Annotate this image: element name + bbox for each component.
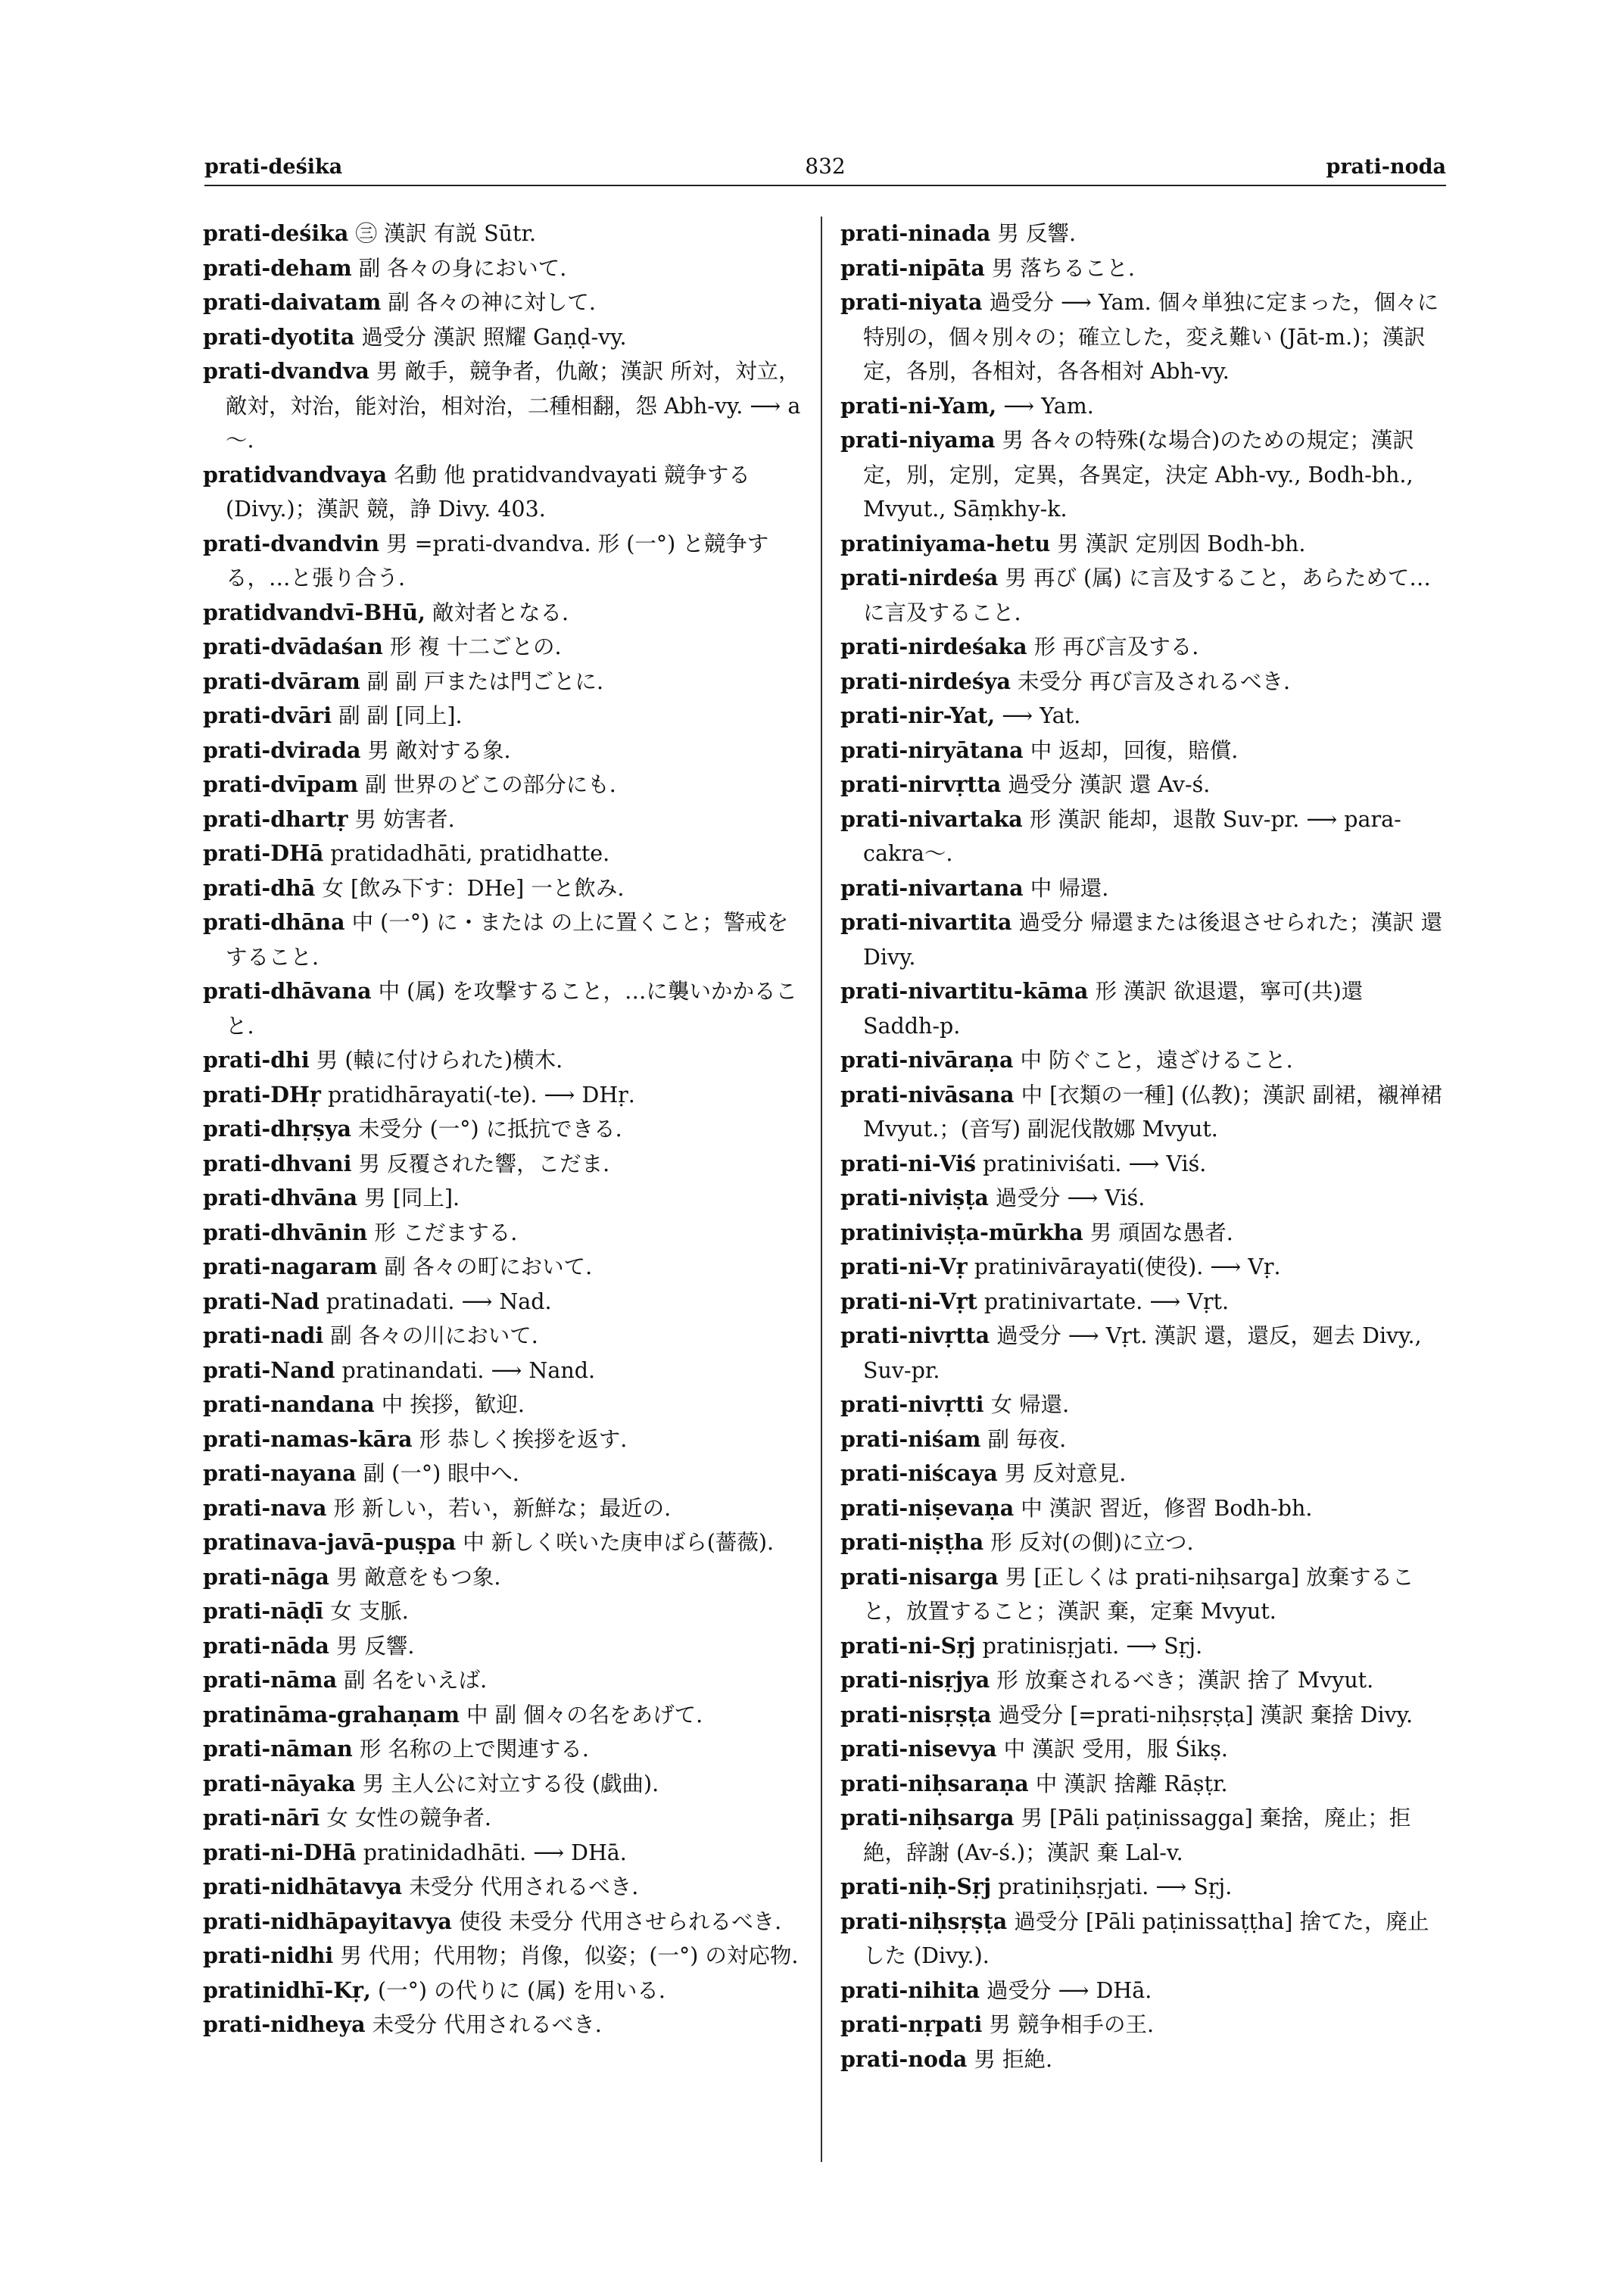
entry-definition: pratinidadhāti. ⟶ DHā. [363, 1840, 627, 1865]
dictionary-entry [203, 665, 809, 699]
entry-headword: prati-nirvṛtta [840, 771, 1002, 797]
dictionary-entry [203, 1181, 809, 1216]
dictionary-entry [840, 1285, 1446, 1319]
entry-headword: prati-nidhātavya [203, 1874, 403, 1899]
dictionary-entry [203, 905, 809, 974]
dictionary-entry [840, 665, 1446, 699]
dictionary-entry [203, 285, 809, 320]
dictionary-entry [203, 527, 809, 596]
entry-definition: 副 副 戸または門ごとに. [366, 668, 604, 694]
dictionary-entry [203, 1732, 809, 1767]
dictionary-entry [203, 1767, 809, 1802]
entry-definition: 過受分 ⟶ Yam. 個々単独に定まった，個々に特別の，個々別々の；確立した，変え難い (Jāt-m.)；漢訳 定，各別，各相対，各各相対 Abh-vy. [863, 290, 1439, 384]
dictionary-entry [840, 2042, 1446, 2077]
entry-definition: 副 各々の神に対して. [388, 290, 596, 315]
entry-headword: prati-niyata [840, 289, 983, 315]
entry-headword: prati-nihita [840, 1977, 980, 2003]
entry-headword: prati-nāman [203, 1736, 353, 1762]
entry-headword: prati-daivatam [203, 289, 382, 315]
entry-definition: 女 支脈. [330, 1599, 409, 1624]
entry-headword: prati-DHā [203, 840, 324, 866]
entry-definition: 過受分 帰還または後退させられた；漢訳 還 Divy. [863, 910, 1443, 970]
entry-definition: 男 頑固な愚者. [1089, 1220, 1233, 1245]
entry-definition: 男 敵意をもつ象. [335, 1564, 501, 1590]
dictionary-entry [840, 1732, 1446, 1767]
entry-headword: prati-nāma [203, 1667, 338, 1693]
dictionary-entry [840, 217, 1446, 251]
entry-definition: 過受分 漢訳 還 Av-ś. [1008, 772, 1211, 797]
entry-headword: prati-ni-Sṛj [840, 1632, 976, 1659]
dictionary-entry [840, 1388, 1446, 1422]
dictionary-entry [840, 1491, 1446, 1526]
entry-headword: prati-ninada [840, 220, 991, 246]
entry-headword: prati-dhi [203, 1047, 310, 1073]
dictionary-entry [203, 596, 809, 631]
entry-definition: ㊂ 漢訳 有説 Sūtr. [355, 221, 537, 246]
entry-definition: 中 新しく咲いた庚申ばら(薔薇). [463, 1530, 775, 1555]
entry-definition: 中 帰還. [1030, 875, 1109, 901]
dictionary-entry [203, 1974, 809, 2008]
dictionary-entry [840, 974, 1446, 1043]
dictionary-entry [840, 1801, 1446, 1870]
entry-definition: pratinadati. ⟶ Nad. [326, 1288, 552, 1314]
entry-headword: prati-nivṛtta [840, 1323, 990, 1348]
entry-definition: (一°) の代りに (属) を用いる. [378, 1977, 665, 2003]
entry-definition: 男 =prati-dvandva. 形 (一°) と競争する，…と張り合う. [226, 531, 769, 590]
dictionary-entry [840, 630, 1446, 665]
dictionary-entry [203, 217, 809, 251]
entry-definition: 副 (一°) 眼中へ. [363, 1461, 519, 1486]
running-head-left: prati-deśika [204, 155, 343, 179]
dictionary-entry [203, 1836, 809, 1871]
entry-definition: 未受分 (一°) に抵抗できる. [358, 1117, 622, 1142]
entry-definition: pratiniviśati. ⟶ Viś. [983, 1151, 1207, 1176]
entry-headword: prati-niḥsṛṣṭa [840, 1908, 1008, 1934]
entry-headword: prati-dhāna [203, 909, 345, 935]
entry-headword: prati-ni-Yam, [840, 392, 997, 419]
entry-definition: 男 敵手，競争者，仇敵；漢訳 所対，対立，敵対，対治，能対治，相対治，二種相翻，怨 Abh-vy. ⟶ a～. [226, 359, 801, 453]
entry-definition: 男 妨害者. [354, 806, 455, 832]
entry-headword: prati-Nad [203, 1288, 320, 1314]
entry-definition: pratidadhāti, pratidhatte. [330, 841, 610, 866]
dictionary-entry [203, 1422, 809, 1457]
dictionary-entry [840, 1525, 1446, 1560]
entry-headword: prati-nirdeśya [840, 668, 1011, 694]
entry-headword: prati-nandana [203, 1391, 375, 1417]
entry-definition: 男 漢訳 定別因 Bodh-bh. [1057, 531, 1306, 556]
entry-headword: pratidvandvaya [203, 461, 388, 488]
entry-headword: prati-ni-Vṛ [840, 1254, 968, 1279]
dictionary-entry [203, 837, 809, 871]
dictionary-entry [840, 802, 1446, 871]
dictionary-entry [840, 1629, 1446, 1664]
dictionary-entry [840, 699, 1446, 734]
dictionary-entry [840, 905, 1446, 974]
entry-headword: prati-DHṛ [203, 1081, 321, 1108]
dictionary-entry [203, 251, 809, 286]
entry-headword: prati-nisarga [840, 1563, 999, 1590]
dictionary-entry [840, 1767, 1446, 1802]
dictionary-entry [840, 1216, 1446, 1251]
dictionary-entry [203, 974, 809, 1043]
entry-definition: 男 落ちること. [991, 255, 1135, 281]
dictionary-entry [203, 1319, 809, 1354]
entry-headword: pratinava-javā-puṣpa [203, 1529, 457, 1555]
dictionary-entry [203, 1905, 809, 1939]
entry-headword: prati-nārī [203, 1805, 320, 1830]
entry-headword: prati-niḥ-Sṛj [840, 1874, 992, 1899]
entry-headword: prati-nir-Yat, [840, 703, 996, 728]
entry-headword: prati-ni-DHā [203, 1839, 357, 1865]
entry-headword: prati-deham [203, 254, 352, 281]
entry-definition: 男 各々の特殊(な場合)のための規定；漢訳 定，別，定別，定異，各異定，決定 Abh-vy., Bodh-bh., Mvyut., Sāṃkhy-k. [863, 428, 1414, 522]
header-rule [204, 185, 1446, 186]
dictionary-entry [840, 561, 1446, 630]
entry-headword: prati-dhā [203, 874, 316, 901]
dictionary-entry [840, 423, 1446, 527]
entry-headword: prati-nagaram [203, 1254, 378, 1279]
dictionary-entry [203, 320, 809, 355]
dictionary-entry [840, 1147, 1446, 1182]
entry-definition: 過受分 ⟶ Vṛt. 漢訳 還，還反，廻去 Divy., Suv-pr. [863, 1323, 1422, 1383]
entry-definition: 形 複 十二ごとの. [389, 634, 562, 659]
entry-definition: 副 各々の身において. [358, 255, 567, 281]
dictionary-entry [203, 354, 809, 458]
entry-headword: prati-dvirada [203, 737, 361, 763]
entry-headword: pratiniviṣṭa-mūrkha [840, 1219, 1083, 1245]
entry-definition: 未受分 代用されるべき. [409, 1874, 639, 1899]
dictionary-entry [203, 1078, 809, 1113]
entry-definition: 女 女性の競争者. [326, 1805, 491, 1830]
entry-headword: prati-nidheya [203, 2011, 366, 2037]
entry-headword: prati-dvīpam [203, 771, 359, 797]
dictionary-entry [203, 1698, 809, 1733]
entry-headword: prati-dvandvin [203, 530, 379, 556]
dictionary-entry [203, 1388, 809, 1422]
dictionary-entry [840, 1456, 1446, 1491]
entry-headword: prati-nisṛṣṭa [840, 1701, 992, 1728]
entry-definition: 中 (一°) に・または の上に置くこと；警戒をすること. [226, 910, 789, 970]
entry-definition: 形 こだまする. [374, 1220, 518, 1245]
entry-headword: prati-nāga [203, 1563, 329, 1590]
entry-definition: 過受分 ⟶ Viś. [995, 1185, 1146, 1210]
dictionary-entry [840, 1905, 1446, 1974]
entry-headword: prati-niṣṭha [840, 1529, 984, 1555]
entry-definition: 未受分 代用されるべき. [372, 2012, 602, 2037]
entry-headword: prati-nirdeśaka [840, 634, 1027, 659]
entry-headword: prati-dhāvana [203, 978, 372, 1004]
entry-headword: prati-dhartṛ [203, 805, 348, 832]
entry-definition: 中 防ぐこと，遠ざけること. [1020, 1048, 1293, 1073]
entry-definition: 男 反響. [335, 1633, 415, 1659]
entry-definition: 中 副 個々の名をあげて. [466, 1702, 703, 1728]
dictionary-entry [203, 1456, 809, 1491]
entry-headword: prati-dhvani [203, 1150, 352, 1176]
dictionary-entry [203, 871, 809, 906]
entry-definition: ⟶ Yat. [1002, 703, 1081, 728]
dictionary-entry [203, 1663, 809, 1698]
entry-definition: 敵対者となる. [432, 600, 569, 625]
entry-headword: pratinidhī-Kṛ, [203, 1977, 371, 2003]
entry-definition: 副 各々の川において. [330, 1323, 538, 1348]
dictionary-entry [203, 1354, 809, 1388]
entry-definition: 未受分 再び言及されるべき. [1018, 668, 1291, 694]
entry-definition: 中 漢訳 習近，修習 Bodh-bh. [1021, 1495, 1313, 1521]
dictionary-entry [840, 768, 1446, 802]
entry-headword: prati-nivartaka [840, 805, 1023, 832]
entry-definition: 名動 他 pratidvandvayati 競争する (Divy.)；漢訳 競，諍 Divy. 403. [226, 462, 750, 522]
entry-headword: prati-nipāta [840, 254, 985, 281]
dictionary-entry [840, 1422, 1446, 1457]
entry-definition: 男 主人公に対立する役 (戯曲). [362, 1771, 659, 1796]
dictionary-entry [840, 1974, 1446, 2008]
entry-definition: ⟶ Yam. [1003, 393, 1094, 419]
dictionary-entry [203, 1285, 809, 1319]
dictionary-entry [840, 2008, 1446, 2042]
entry-headword: prati-nivartana [840, 874, 1024, 901]
entry-definition: 形 名称の上で関連する. [359, 1737, 589, 1762]
entry-definition: pratinivartate. ⟶ Vṛt. [983, 1288, 1230, 1314]
right-column [840, 217, 1446, 2076]
entry-headword: prati-deśika [203, 220, 349, 246]
dictionary-entry [840, 389, 1446, 424]
entry-headword: pratināma-grahaṇam [203, 1701, 460, 1728]
entry-definition: 形 放棄されるべき；漢訳 捨了 Mvyut. [996, 1668, 1374, 1693]
entry-definition: 副 世界のどこの部分にも. [365, 772, 616, 797]
dictionary-entry [203, 1043, 809, 1078]
entry-headword: prati-nadi [203, 1323, 324, 1348]
entry-definition: 男 [同上]. [364, 1185, 460, 1210]
entry-definition: 女 帰還. [990, 1392, 1070, 1417]
dictionary-entry [203, 802, 809, 837]
entry-headword: prati-nidhi [203, 1943, 334, 1968]
dictionary-entry [840, 527, 1446, 562]
entry-definition: 男 (轅に付けられた)横木. [316, 1048, 563, 1073]
entry-headword: prati-nisevya [840, 1736, 997, 1762]
entry-definition: 過受分 漢訳 照耀 Gaṇḍ-vy. [361, 324, 627, 350]
entry-headword: prati-dhṛṣya [203, 1116, 351, 1142]
entry-headword: prati-dhvāna [203, 1185, 358, 1210]
entry-headword: prati-nivāsana [840, 1081, 1015, 1108]
dictionary-entry [840, 285, 1446, 389]
entry-headword: prati-niryātana [840, 737, 1024, 763]
entry-headword: prati-dvāram [203, 668, 360, 694]
entry-headword: prati-nāda [203, 1632, 329, 1659]
dictionary-entry [840, 734, 1446, 768]
entry-headword: prati-ni-Viś [840, 1150, 977, 1176]
entry-definition: 中 漢訳 受用，服 Śikṣ. [1003, 1737, 1228, 1762]
entry-headword: prati-dyotita [203, 323, 355, 350]
entry-definition: 男 [Pāli paṭinissagga] 棄捨，廃止；拒絶，辞謝 (Av-ś.)；漢訳 棄 Lal-v. [863, 1805, 1411, 1865]
entry-headword: prati-niviṣṭa [840, 1185, 989, 1210]
entry-definition: 使役 未受分 代用させられるべき. [458, 1908, 782, 1934]
entry-headword: prati-nṛpati [840, 2011, 983, 2037]
entry-headword: prati-nidhāpayitavya [203, 1908, 452, 1934]
entry-definition: 中 返却，回復，賠償. [1030, 737, 1239, 763]
dictionary-entry [203, 734, 809, 768]
dictionary-entry [840, 1698, 1446, 1733]
dictionary-entry [840, 1560, 1446, 1629]
dictionary-entry [840, 1043, 1446, 1078]
dictionary-entry [203, 1216, 809, 1251]
entry-headword: prati-nisṛjya [840, 1667, 990, 1693]
dictionary-entry [203, 699, 809, 734]
entry-definition: 男 [正しくは prati-niḥsarga] 放棄すること，放置すること；漢訳 棄，定棄 Mvyut. [863, 1564, 1414, 1624]
entry-headword: prati-nāyaka [203, 1770, 356, 1796]
entry-definition: 男 敵対する象. [367, 737, 511, 763]
entry-definition: pratinandati. ⟶ Nand. [341, 1357, 596, 1383]
entry-headword: prati-ni-Vṛt [840, 1288, 977, 1314]
entry-headword: prati-dvādaśan [203, 634, 383, 659]
entry-definition: 中 挨拶，歓迎. [381, 1392, 525, 1417]
entry-headword: prati-dvandva [203, 358, 369, 384]
dictionary-entry [203, 1491, 809, 1526]
left-column [203, 217, 809, 2042]
dictionary-entry [203, 1525, 809, 1560]
dictionary-entry [203, 1560, 809, 1595]
entry-headword: prati-nayana [203, 1460, 357, 1486]
dictionary-entry [840, 1181, 1446, 1216]
dictionary-entry [203, 768, 809, 802]
entry-definition: 形 恭しく挨拶を返す. [419, 1426, 628, 1452]
column-divider [821, 217, 822, 2162]
entry-headword: prati-nivāraṇa [840, 1047, 1014, 1073]
dictionary-entry [203, 1112, 809, 1147]
entry-headword: prati-dvāri [203, 703, 332, 728]
entry-definition: pratinisṛjati. ⟶ Sṛj. [982, 1633, 1203, 1659]
entry-headword: prati-niśam [840, 1425, 981, 1452]
entry-definition: 形 再び言及する. [1033, 634, 1199, 659]
dictionary-entry [840, 1663, 1446, 1698]
entry-definition: pratidhārayati(-te). ⟶ DHṛ. [327, 1082, 635, 1108]
dictionary-entry [203, 1629, 809, 1664]
entry-definition: 女 [飲み下す：DHe] 一と飲み. [322, 875, 625, 901]
entry-headword: prati-nivartita [840, 909, 1012, 935]
entry-definition: 男 反対意見. [1004, 1461, 1127, 1486]
entry-headword: prati-niḥsarga [840, 1805, 1015, 1830]
entry-headword: prati-nivartitu-kāma [840, 978, 1089, 1004]
entry-definition: 男 競争相手の王. [989, 2012, 1155, 2037]
dictionary-entry [840, 1250, 1446, 1285]
entry-headword: prati-niyama [840, 427, 996, 453]
entry-definition: 中 [衣類の一種] (仏教)；漢訳 副裙，襯禅裙 Mvyut.；(音写) 副泥伐散娜 Mvyut. [863, 1082, 1442, 1142]
entry-definition: 副 副 [同上]. [338, 703, 463, 728]
entry-headword: prati-niścaya [840, 1460, 998, 1486]
entry-headword: prati-nāḍī [203, 1598, 324, 1624]
entry-definition: pratinivārayati(使役). ⟶ Vṛ. [974, 1254, 1281, 1279]
dictionary-entry [203, 2008, 809, 2042]
entry-headword: prati-niḥsaraṇa [840, 1770, 1029, 1796]
entry-definition: 中 (属) を攻撃すること，…に襲いかかること. [226, 979, 797, 1039]
dictionary-entry [203, 630, 809, 665]
entry-definition: 形 漢訳 欲退還，寧可(共)還 Saddh-p. [863, 979, 1364, 1039]
entry-definition: 中 漢訳 捨離 Rāṣṭr. [1035, 1771, 1228, 1796]
entry-definition: 男 拒絶. [974, 2046, 1053, 2072]
entry-headword: prati-dhvānin [203, 1219, 368, 1245]
entry-headword: prati-nirdeśa [840, 565, 999, 590]
entry-definition: 副 各々の町において. [384, 1254, 593, 1279]
dictionary-entry [203, 1594, 809, 1629]
dictionary-entry [840, 1078, 1446, 1147]
entry-definition: 形 新しい，若い，新鮮な；最近の. [333, 1495, 672, 1521]
entry-definition: 過受分 ⟶ DHā. [987, 1977, 1152, 2003]
dictionary-entry [203, 1147, 809, 1182]
entry-definition: 形 漢訳 能却，退散 Suv-pr. ⟶ para-cakra～. [863, 806, 1401, 866]
entry-definition: 過受分 [=prati-niḥsṛṣṭa] 漢訳 棄捨 Divy. [998, 1702, 1414, 1728]
dictionary-entry [840, 1319, 1446, 1388]
dictionary-entry [203, 458, 809, 527]
entry-definition: 男 再び (属) に言及すること，あらためて…に言及すること. [863, 565, 1431, 625]
entry-headword: prati-nivṛtti [840, 1391, 984, 1417]
entry-headword: prati-noda [840, 2045, 968, 2072]
dictionary-entry [840, 251, 1446, 286]
dictionary-entry [840, 1870, 1446, 1905]
entry-headword: prati-niṣevaṇa [840, 1494, 1015, 1521]
running-head-right: prati-noda [1326, 155, 1446, 179]
dictionary-entry [203, 1939, 809, 1974]
entry-headword: prati-namas-kāra [203, 1425, 413, 1452]
entry-definition: pratiniḥsṛjati. ⟶ Sṛj. [998, 1874, 1233, 1899]
dictionary-entry [203, 1250, 809, 1285]
dictionary-entry [840, 871, 1446, 906]
entry-definition: 男 反響. [997, 221, 1077, 246]
page-header [204, 141, 1446, 179]
entry-definition: 副 名をいえば. [344, 1668, 488, 1693]
entry-definition: 過受分 [Pāli paṭinissaṭṭha] 捨てた，廃止した (Divy.). [863, 1908, 1429, 1968]
dictionary-entry [203, 1870, 809, 1905]
entry-definition: 男 代用；代用物；肖像，似姿；(一°) の対応物. [340, 1943, 799, 1968]
entry-definition: 男 反覆された響，こだま. [358, 1151, 610, 1176]
entry-definition: 形 反対(の側)に立つ. [990, 1530, 1194, 1555]
page-number: 832 [805, 154, 846, 179]
dictionary-entry [203, 1801, 809, 1836]
entry-headword: pratidvandvī-BHū, [203, 599, 425, 625]
entry-headword: pratiniyama-hetu [840, 530, 1051, 556]
entry-definition: 副 毎夜. [987, 1426, 1067, 1452]
entry-headword: prati-nava [203, 1494, 327, 1521]
entry-headword: prati-Nand [203, 1357, 335, 1383]
